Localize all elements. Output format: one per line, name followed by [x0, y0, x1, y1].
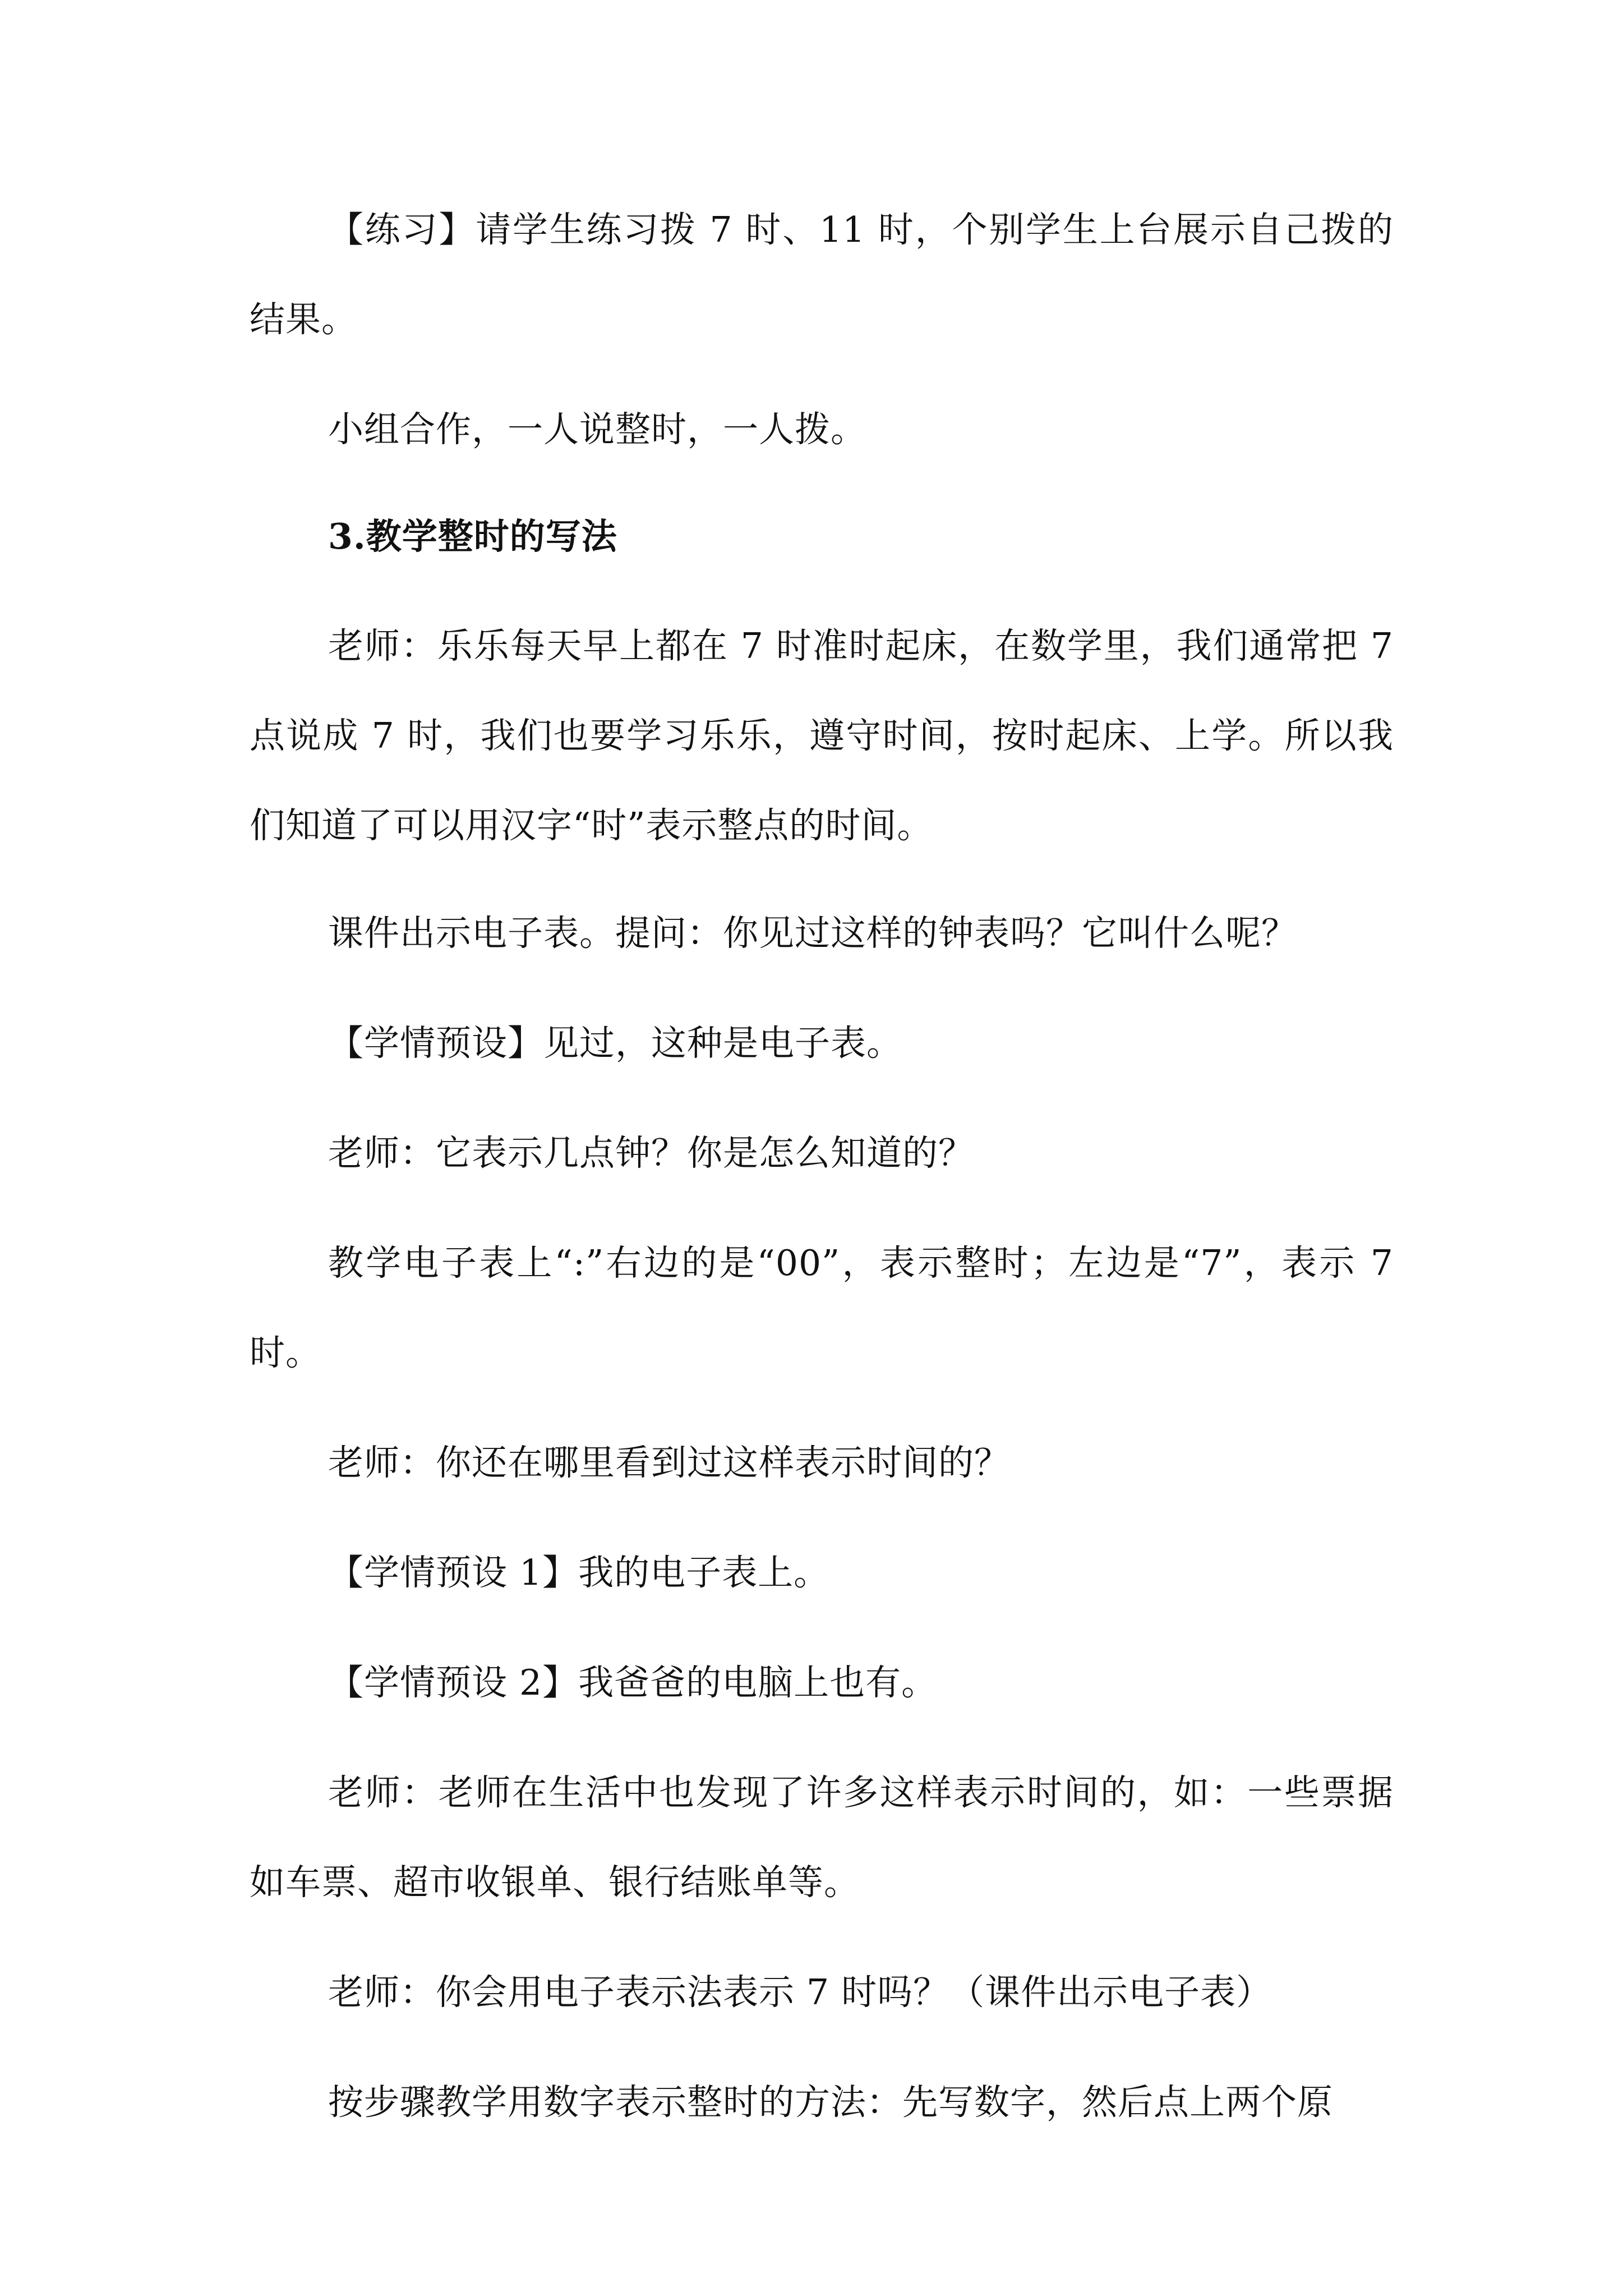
paragraph-teacher-question: 老师：它表示几点钟？你是怎么知道的？ — [328, 1133, 974, 1174]
paragraph-preset-1: 【学情预设 1】我的电子表上。 — [328, 1552, 830, 1593]
document-body — [250, 185, 1394, 2168]
paragraph-explanation: 教学电子表上“:”右边的是“00”，表示整时；左边是“7”，表示 7 时。 — [250, 1243, 1394, 1373]
paragraph-preset-answer: 【学情预设】见过，这种是电子表。 — [328, 1023, 902, 1064]
paragraph-teacher-examples: 老师：老师在生活中也发现了许多这样表示时间的，如：一些票据如车票、超市收银单、银行结账单等。 — [250, 1772, 1394, 1903]
paragraph-preset-2: 【学情预设 2】我爸爸的电脑上也有。 — [328, 1662, 938, 1703]
paragraph-teacher-digital: 老师：你会用电子表示法表示 7 时吗？（课件出示电子表） — [328, 1972, 1272, 2013]
paragraph-practice: 【练习】请学生练习拨 7 时、11 时，个别学生上台展示自己拨的结果。 — [250, 209, 1394, 340]
paragraph-group-work: 小组合作，一人说整时，一人拨。 — [328, 409, 866, 450]
paragraph-courseware-question: 课件出示电子表。提问：你见过这样的钟表吗？它叫什么呢？ — [328, 913, 1297, 954]
paragraph-teacher-where: 老师：你还在哪里看到过这样表示时间的？ — [328, 1442, 1010, 1483]
paragraph-steps: 按步骤教学用数字表示整时的方法：先写数字，然后点上两个原 — [328, 2082, 1333, 2123]
section-heading: 3.教学整时的写法 — [328, 516, 617, 557]
paragraph-teacher-intro: 老师：乐乐每天早上都在 7 时准时起床，在数学里，我们通常把 7 点说成 7 时，我们也要学习乐乐，遵守时间，按时起床、上学。所以我们知道了可以用汉字“时”表示整点的时间。 — [250, 625, 1394, 846]
